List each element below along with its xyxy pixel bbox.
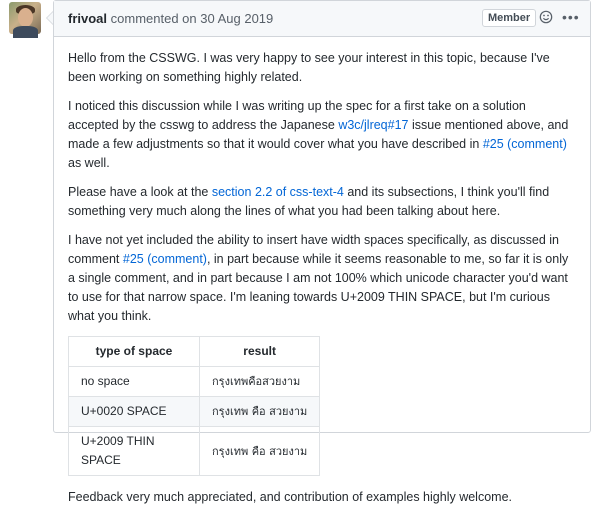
- author-link[interactable]: frivoal: [68, 11, 108, 26]
- avatar[interactable]: [9, 2, 41, 34]
- table-cell: กรุงเทพ คือ สวยงาม: [200, 427, 320, 476]
- paragraph-text: as well.: [68, 156, 110, 170]
- table-row: [69, 367, 320, 397]
- table-cell: กรุงเทพ คือ สวยงาม: [200, 397, 320, 427]
- closing-paragraph: Feedback very much appreciated, and contribution of examples highly welcome.: [68, 490, 512, 504]
- paragraph-4: [68, 231, 576, 326]
- spec-section-link[interactable]: section 2.2 of css-text-4: [211, 185, 344, 199]
- kebab-icon[interactable]: •••: [562, 9, 580, 25]
- comment-caret-inner: [47, 12, 53, 24]
- paragraph-text: , in part because while it seems reasonable to me, so far it is only a single comment, and in part because I am not 100% which unicode character you'd want to use for that narrow space. I'm leaning towards U+2009 THIN SPACE, but I'm curious what you think.: [68, 252, 569, 323]
- table-cell: no space: [69, 367, 200, 397]
- paragraph-text: and its subsections, I think you'll find something very much along the lines of what you had been talking about here.: [68, 185, 550, 218]
- avatar-face: [18, 8, 33, 27]
- paragraph-3: [68, 183, 576, 221]
- comment-body: [54, 37, 590, 507]
- comment-link-25[interactable]: #25 (comment): [482, 137, 567, 151]
- smiley-icon[interactable]: [539, 10, 553, 24]
- table-cell: U+2009 THIN SPACE: [69, 427, 200, 476]
- table-cell: U+0020 SPACE: [69, 397, 200, 427]
- comment-author-line: [68, 11, 273, 26]
- member-badge: Member: [482, 9, 536, 27]
- table-row: [69, 397, 320, 427]
- paragraph-1: [68, 49, 576, 87]
- paragraph-text: Hello from the CSSWG. I was very happy to see your interest in this topic, because I've been working on something highly related.: [68, 51, 550, 84]
- comment-meta[interactable]: commented on 30 Aug 2019: [110, 11, 274, 26]
- comment-link-25-b[interactable]: #25 (comment): [122, 252, 207, 266]
- paragraph-text: issue mentioned above, and made a few adjustments so that it would cover what you have described in: [68, 118, 569, 151]
- table-header-row: [69, 337, 320, 367]
- table-cell: กรุงเทพคือสวยงาม: [200, 367, 320, 397]
- paragraph-text: Please have a look at the: [68, 185, 212, 199]
- paragraph-2: [68, 97, 576, 173]
- spaces-table: [68, 336, 320, 476]
- issue-link-jlreq17[interactable]: w3c/jlreq#17: [338, 118, 409, 132]
- table-header: type of space: [69, 337, 200, 367]
- comment-box: [53, 0, 591, 504]
- table-row: [69, 427, 320, 476]
- paragraph-text: I noticed this discussion while I was writing up the spec for a first take on a solution accepted by the csswg to address the Japanese: [68, 99, 526, 132]
- avatar-body: [13, 26, 38, 38]
- paragraph-text: I have not yet included the ability to insert have width spaces specifically, as discussed in comment: [68, 233, 560, 266]
- comment-header: [54, 1, 590, 37]
- table-header: result: [200, 337, 320, 367]
